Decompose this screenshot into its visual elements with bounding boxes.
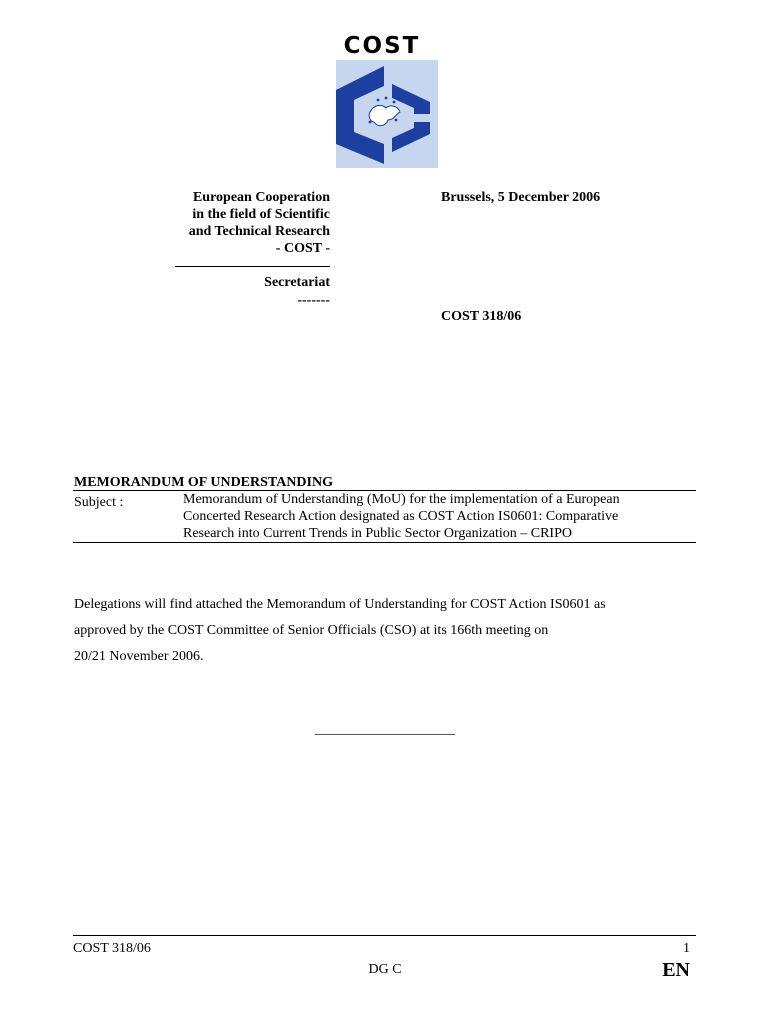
body-paragraph [74, 592, 704, 670]
subject-bottom-rule [73, 542, 696, 543]
org-line: and Technical Research [188, 224, 330, 239]
subject-line: Research into Current Trends in Public Sector Organization – CRIPO [183, 526, 572, 541]
page-number: 1 [683, 941, 690, 956]
footer-unit: DG C [368, 962, 402, 977]
memo-title: MEMORANDUM OF UNDERSTANDING [74, 475, 333, 490]
language-code: EN [662, 959, 690, 981]
body-line: Delegations will find attached the Memorandum of Understanding for COST Action IS0601 as [74, 597, 606, 612]
header-divider [175, 266, 330, 267]
footer-doc-reference: COST 318/06 [73, 941, 151, 956]
document-reference: COST 318/06 [441, 309, 522, 324]
subject-label: Subject : [74, 495, 124, 510]
cost-emblem-icon [330, 60, 438, 168]
department-dashes: ------- [297, 293, 330, 308]
org-line: in the field of Scientific [192, 207, 330, 222]
organisation-name [150, 189, 330, 257]
subject-line: Concerted Research Action designated as COST Action IS0601: Comparative [183, 509, 619, 524]
body-line: 20/21 November 2006. [74, 649, 204, 664]
footer-rule [73, 935, 696, 936]
subject-line: Memorandum of Understanding (MoU) for the implementation of a European [183, 492, 620, 507]
org-line: European Cooperation [192, 190, 330, 205]
logo-wordmark: COST [343, 33, 421, 59]
end-separator: ____________________ [315, 722, 455, 737]
subject-text [183, 491, 695, 542]
body-line: approved by the COST Committee of Senior Officials (CSO) at its 166th meeting on [74, 623, 549, 638]
department-name: Secretariat [264, 275, 330, 290]
org-line: - COST - [275, 241, 330, 256]
place-date: Brussels, 5 December 2006 [441, 190, 601, 205]
cost-logo [326, 34, 442, 168]
